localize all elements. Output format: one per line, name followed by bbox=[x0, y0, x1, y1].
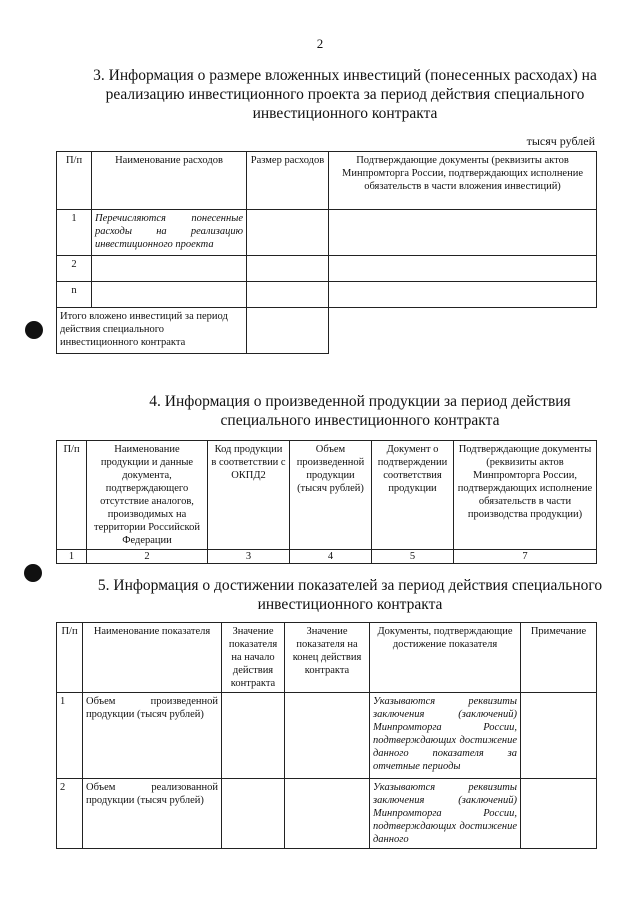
section5-title bbox=[70, 576, 630, 614]
col-header-conformity-doc: Документ о подтверждении соответствия продукции bbox=[372, 441, 454, 550]
total-empty bbox=[329, 308, 597, 354]
row-expense-size bbox=[247, 256, 329, 282]
col-header-confirming-docs: Документы, подтверждающие достижение показателя bbox=[370, 623, 521, 693]
row-num: 2 bbox=[57, 779, 83, 849]
table-row bbox=[57, 210, 597, 256]
row-confirming-docs bbox=[329, 256, 597, 282]
col-number: 7 bbox=[454, 550, 597, 564]
section3-title-line3: инвестиционного контракта bbox=[252, 105, 438, 122]
row-end-value bbox=[285, 779, 370, 849]
total-label: Итого вложено инвестиций за период действия специального инвестиционного контракта bbox=[57, 308, 247, 354]
unit-label: тысяч рублей bbox=[526, 134, 595, 148]
total-value bbox=[247, 308, 329, 354]
row-confirming-docs bbox=[329, 210, 597, 256]
row-note bbox=[521, 693, 597, 779]
indicators-table bbox=[56, 622, 597, 849]
col-header-confirming-docs: Подтверждающие документы (реквизиты актов Минпромторга России, подтверждающих исполнение обязательств в части производства продукции) bbox=[454, 441, 597, 550]
col-number: 1 bbox=[57, 550, 87, 564]
col-header-end-value: Значение показателя на конец действия контракта bbox=[285, 623, 370, 693]
col-header-num: П/п bbox=[57, 441, 87, 550]
row-num: n bbox=[57, 282, 92, 308]
col-header-expense-name: Наименование расходов bbox=[92, 152, 247, 210]
row-num: 1 bbox=[57, 210, 92, 256]
row-confirming-docs: Указываются реквизиты заключения (заключений) Минпромторга России, подтверждающих достижение данного показателя за отчетные периоды bbox=[370, 693, 521, 779]
section5-title-line2: инвестиционного контракта bbox=[257, 596, 443, 613]
col-header-expense-size: Размер расходов bbox=[247, 152, 329, 210]
col-number: 2 bbox=[87, 550, 208, 564]
punch-hole-2 bbox=[24, 564, 42, 582]
section3-title bbox=[60, 66, 630, 123]
section3-title-line1: 3. Информация о размере вложенных инвестиций (понесенных расходах) на bbox=[93, 67, 597, 84]
table-row bbox=[57, 282, 597, 308]
section5-title-line1: 5. Информация о достижении показателей за период действия специального bbox=[97, 577, 603, 594]
row-start-value bbox=[222, 779, 285, 849]
col-header-start-value: Значение показателя на начало действия контракта bbox=[222, 623, 285, 693]
col-header-num: П/п bbox=[57, 623, 83, 693]
col-header-okpd2-code: Код продукции в соответствии с ОКПД2 bbox=[208, 441, 290, 550]
page-number: 2 bbox=[316, 36, 324, 51]
row-expense-name bbox=[92, 256, 247, 282]
row-note bbox=[521, 779, 597, 849]
column-numbers-row bbox=[57, 550, 597, 564]
total-row bbox=[57, 308, 597, 354]
col-header-indicator-name: Наименование показателя bbox=[83, 623, 222, 693]
row-start-value bbox=[222, 693, 285, 779]
products-table bbox=[56, 440, 597, 564]
section3-title-line2: реализацию инвестиционного проекта за период действия специального bbox=[105, 86, 585, 103]
row-expense-size bbox=[247, 282, 329, 308]
col-header-note: Примечание bbox=[521, 623, 597, 693]
row-indicator-name: Объем реализованной продукции (тысяч рублей) bbox=[83, 779, 222, 849]
section4-title bbox=[75, 392, 640, 430]
section4-title-line2: специального инвестиционного контракта bbox=[220, 412, 500, 429]
row-confirming-docs: Указываются реквизиты заключения (заключений) Минпромторга России, подтверждающих достижение данного bbox=[370, 779, 521, 849]
row-expense-name bbox=[92, 282, 247, 308]
col-number: 4 bbox=[290, 550, 372, 564]
row-indicator-name: Объем произведенной продукции (тысяч рублей) bbox=[83, 693, 222, 779]
row-expense-name: Перечисляются понесенные расходы на реализацию инвестиционного проекта bbox=[92, 210, 247, 256]
table-row bbox=[57, 779, 597, 849]
section4-title-line1: 4. Информация о произведенной продукции за период действия bbox=[149, 393, 571, 410]
row-confirming-docs bbox=[329, 282, 597, 308]
row-end-value bbox=[285, 693, 370, 779]
col-number: 5 bbox=[372, 550, 454, 564]
row-num: 1 bbox=[57, 693, 83, 779]
row-num: 2 bbox=[57, 256, 92, 282]
col-header-confirming-docs: Подтверждающие документы (реквизиты актов Минпромторга России, подтверждающих исполнение обязательств в части вложения инвестиций) bbox=[329, 152, 597, 210]
table-row bbox=[57, 693, 597, 779]
row-expense-size bbox=[247, 210, 329, 256]
col-header-product-name: Наименование продукции и данные документа, подтверждающего отсутствие аналогов, производимых на территории Российской Федерации bbox=[87, 441, 208, 550]
col-header-volume: Объем произведенной продукции (тысяч рублей) bbox=[290, 441, 372, 550]
table-row bbox=[57, 256, 597, 282]
col-number: 3 bbox=[208, 550, 290, 564]
col-header-num: П/п bbox=[57, 152, 92, 210]
punch-hole-1 bbox=[25, 321, 43, 339]
investments-table bbox=[56, 151, 597, 354]
